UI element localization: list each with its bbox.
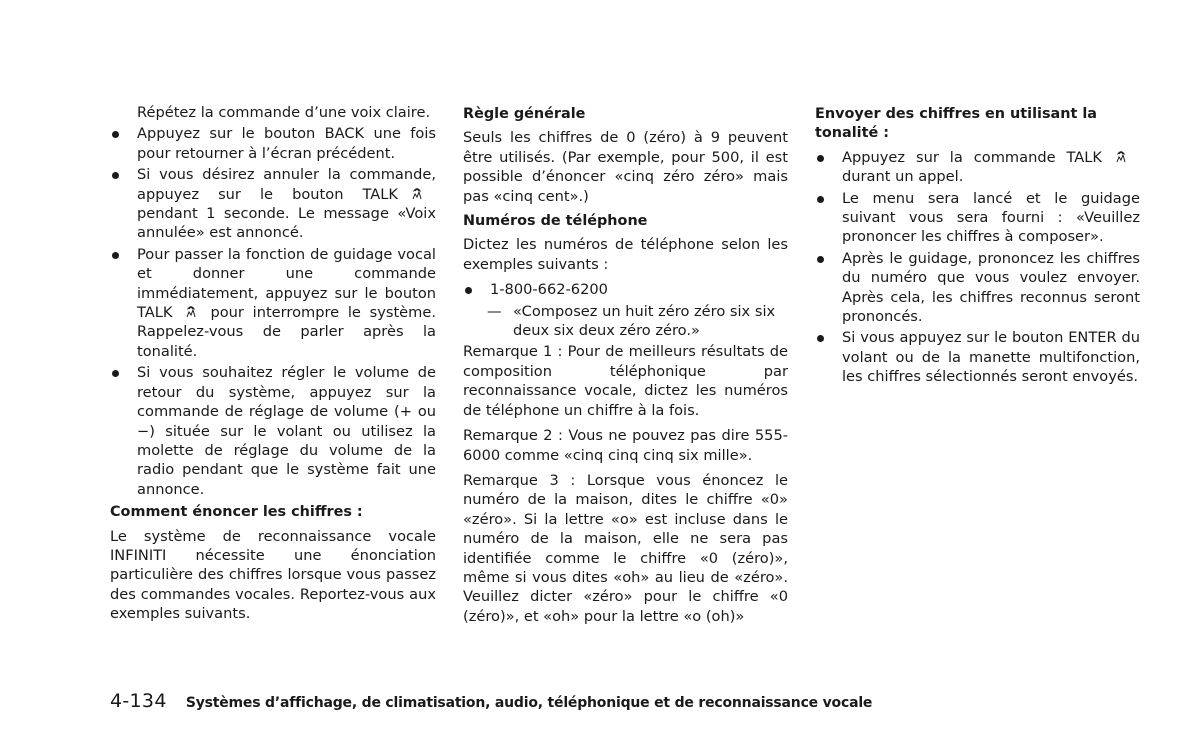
remark-3: Remarque 3 : Lorsque vous énoncez le numéro de la maison, dites le chiffre «0» «zéro». Si la lettre «o» est incluse dans le numéro de la maison, elle ne sera pas identifiée comme le chiffre «0 (zéro)», même si vous dites «oh» au lieu de «zéro». Veuillez dicter «zéro» pour le chiffre «0 (zéro)», et «oh» pour la lettre «o (oh)» bbox=[463, 471, 788, 625]
bullet-icon bbox=[110, 165, 137, 243]
bullet-item bbox=[815, 249, 1140, 327]
bullet-item bbox=[110, 245, 436, 361]
column-3 bbox=[815, 103, 1140, 389]
dash: — bbox=[487, 302, 502, 320]
bullet-text: Appuyez sur le bouton BACK une fois pour retourner à l’écran précédent. bbox=[137, 125, 436, 162]
bullet-item bbox=[463, 280, 788, 299]
paragraph: Le système de reconnaissance vocale INFINITI nécessite une énonciation particulière des chiffres lorsque vous passez des commandes vocales. Reportez-vous aux exemples suivants. bbox=[110, 527, 436, 623]
sub-item bbox=[487, 302, 788, 341]
bullet-icon bbox=[110, 245, 137, 361]
phone-number: 1-800-662-6200 bbox=[490, 281, 608, 299]
bullet-icon bbox=[815, 249, 842, 327]
bullet-icon bbox=[815, 328, 842, 386]
bullet-text-part: Pour passer la fonction de guidage vocal et donner une commande immédiatement, appuyez sur le bouton TALK bbox=[137, 245, 436, 322]
column-2 bbox=[463, 103, 788, 632]
bullet-text bbox=[842, 148, 1140, 187]
bullet-item bbox=[815, 189, 1140, 247]
talk-icon bbox=[1114, 150, 1128, 164]
section-heading: Envoyer des chiffres en utilisant la tonalité : bbox=[815, 106, 1098, 142]
talk-icon bbox=[410, 187, 424, 201]
talk-icon bbox=[184, 305, 198, 319]
bullet-text-part: Appuyez sur la commande TALK bbox=[842, 148, 1102, 166]
bullet-icon bbox=[463, 280, 490, 299]
bullet-text-part: pendant 1 seconde. Le message «Voix annulée» est annoncé. bbox=[137, 205, 436, 242]
bullet-item bbox=[815, 328, 1140, 386]
bullet-text-part: Si vous désirez annuler la commande, appuyez sur le bouton TALK bbox=[137, 166, 436, 203]
bullet-text: Si vous appuyez sur le bouton ENTER du volant ou de la manette multifonction, les chiffres sélectionnés seront envoyés. bbox=[842, 329, 1140, 386]
bullet-icon bbox=[110, 363, 137, 499]
section-heading: Règle générale bbox=[463, 106, 586, 122]
paragraph: Dictez les numéros de téléphone selon les exemples suivants : bbox=[463, 236, 788, 273]
bullet-icon bbox=[110, 124, 137, 163]
section-heading: Numéros de téléphone bbox=[463, 213, 648, 230]
bullet-item bbox=[110, 124, 436, 163]
bullet-text: Le menu sera lancé et le guidage suivant vous sera fourni : «Veuillez prononcer les chiffres à composer». bbox=[842, 189, 1140, 246]
bullet-text-part: pour interrompre le système. Rappelez-vous de parler après la tonalité. bbox=[137, 304, 436, 360]
column-1 bbox=[110, 103, 436, 630]
section-heading: Comment énoncer les chiffres : bbox=[110, 504, 363, 521]
bullet-text bbox=[137, 165, 436, 243]
footer-title: Systèmes d’affichage, de climatisation, audio, téléphonique et de reconnaissance vocale bbox=[185, 695, 873, 711]
bullet-item bbox=[815, 148, 1140, 187]
bullet-icon bbox=[815, 148, 842, 187]
bullet-text bbox=[137, 245, 436, 361]
intro-text: Répétez la commande d’une voix claire. bbox=[137, 104, 431, 121]
remark-1: Remarque 1 : Pour de meilleurs résultats de composition téléphonique par reconnaissance vocale, dictez les numéros de téléphone un chiffre à la fois. bbox=[463, 343, 788, 419]
bullet-text: Si vous souhaitez régler le volume de retour du système, appuyez sur la commande de réglage de volume (+ ou −) située sur le volant ou utilisez la molette de réglage du volume de la radio pendant que le système fait une annonce. bbox=[137, 364, 436, 498]
bullet-icon bbox=[815, 189, 842, 247]
remark-2: Remarque 2 : Vous ne pouvez pas dire 555-6000 comme «cinq cinq cinq six mille». bbox=[463, 427, 788, 464]
bullet-item bbox=[110, 363, 436, 499]
bullet-item bbox=[110, 165, 436, 243]
page-footer bbox=[110, 690, 872, 712]
paragraph: Seuls les chiffres de 0 (zéro) à 9 peuvent être utilisés. (Par exemple, pour 500, il est possible d’énoncer «cinq zéro zéro» mais pas «cinq cent».) bbox=[463, 129, 788, 205]
bullet-text: Après le guidage, prononcez les chiffres du numéro que vous voulez envoyer. Après cela, les chiffres reconnus seront prononcés. bbox=[842, 249, 1140, 326]
sub-item-text: «Composez un huit zéro zéro six six deux six deux zéro zéro.» bbox=[513, 302, 776, 340]
bullet-text-part: durant un appel. bbox=[842, 168, 964, 186]
page-number: 4-134 bbox=[110, 690, 167, 712]
